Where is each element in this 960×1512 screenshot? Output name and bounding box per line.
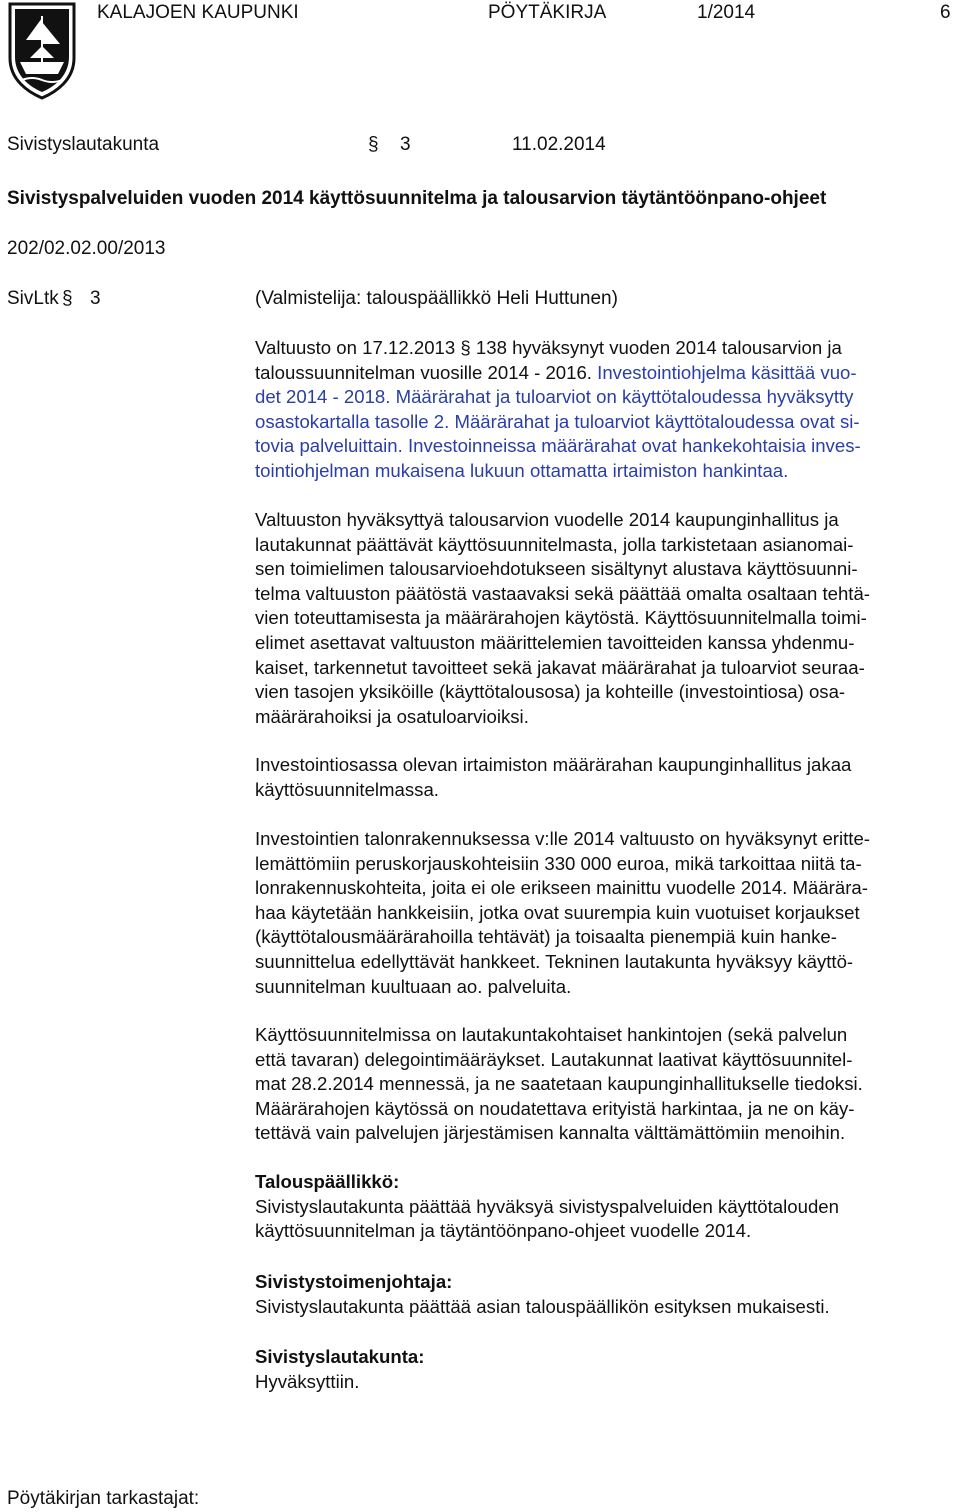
text-line: suunnitelman kuultuaan ao. palveluita. — [255, 975, 572, 997]
text-run: det 2014 - 2018. — [255, 386, 391, 408]
text-line: elimet asettavat valtuuston määrittelemien tavoitteiden kanssa yhdenmu- — [255, 631, 855, 653]
organization-name: KALAJOEN KAUPUNKI — [97, 2, 299, 23]
text-line: (käyttötalousmäärärahoilla tehtävät) ja toisaalta pienempiä kuin hanke- — [255, 926, 837, 948]
director-label: Sivistystoimenjohtaja: — [255, 1271, 453, 1292]
text-run: osastokartalla tasolle 2. — [255, 410, 450, 432]
previous-handling-label: SivLtk — [7, 288, 59, 309]
paragraph-building-construction — [255, 827, 955, 999]
text-run: Määrärahat ja tuloarviot käyttötaloudessa ovat si- — [449, 410, 860, 432]
record-number: 202/02.02.00/2013 — [7, 238, 166, 259]
director-proposal — [255, 1270, 955, 1319]
text-line: Sivistyslautakunta päättää hyväksyä sivistyspalveluiden käyttötalouden — [255, 1195, 839, 1217]
text-run: Valtuusto on 17.12.2013 — [255, 337, 456, 358]
paragraph-investment — [255, 753, 955, 802]
text-line: mat 28.2.2014 mennessä, ja ne saatetaan kaupunginhallitukselle tiedoksi. — [255, 1073, 863, 1095]
text-line: määrärahoiksi ja osatuloarvioiksi. — [255, 705, 529, 727]
paragraph-budget-approval — [255, 336, 955, 484]
text-line: telma valtuuston päätöstä vastaavaksi sekä päättää omalta osaltaan tehtä- — [255, 582, 871, 604]
text-line: Investointien talonrakennuksessa v:lle 2014 valtuusto on hyväksynyt eritte- — [255, 828, 870, 849]
finance-manager-proposal — [255, 1170, 955, 1244]
text-line: vien tasojen yksiköille (käyttötalousosa) ja kohteille (investointiosa) osa- — [255, 681, 846, 703]
text-line: Käyttösuunnitelmissa on lautakuntakohtaiset hankintojen (sekä palvelun — [255, 1024, 848, 1045]
text-line: lemättömiin peruskorjauskohteisiin 330 000 euroa, mikä tarkoittaa niitä ta- — [255, 852, 862, 874]
text-line: kaiset, tarkennetut tavoitteet sekä jakavat määrärahat ja tuloarviot seuraa- — [255, 656, 865, 678]
decision-label: Sivistyslautakunta: — [255, 1346, 425, 1367]
section-number: 3 — [400, 134, 411, 155]
text-line: lautakunnat päättävät käyttösuunnitelmasta, jolla tarkistetaan asianomai- — [255, 533, 854, 555]
meeting-date: 11.02.2014 — [512, 134, 606, 155]
text-line: vien toteuttamisesta ja määrärahojen käytöstä. Käyttösuunnitelmalla toimi- — [255, 607, 867, 629]
text-run: 138 hyväksynyt vuoden 2014 talousarvion ja — [475, 337, 842, 358]
page-number: 6 — [940, 2, 951, 23]
preparer-note: (Valmistelija: talouspäällikkö Heli Huttunen) — [255, 288, 618, 309]
meeting-body: Sivistyslautakunta — [7, 134, 160, 155]
text-line: sen toimielimen talousarvioehdotukseen sisältynyt alustava käyttösuunni- — [255, 558, 858, 580]
text-run: tovia palveluittain. — [255, 435, 403, 457]
previous-section-number: 3 — [90, 288, 101, 309]
text-run: Määrärahat ja tuloarviot on käyttötaloudessa hyväksytty — [390, 386, 854, 408]
section-symbol: § — [460, 337, 471, 358]
text-run: taloussuunnitelman vuosille 2014 - 2016. — [255, 361, 592, 383]
text-run: Investoinneissa määrärahat ovat hankekohtaisia inves- — [402, 435, 861, 457]
text-line: suunnittelua edellyttävät hankkeet. Tekninen lautakunta hyväksyy käyttö- — [255, 950, 854, 972]
city-coat-of-arms-logo — [4, 0, 80, 100]
text-line: lonrakennuskohteita, joita ei ole erikseen mainittu vuodelle 2014. Määrära- — [255, 877, 868, 899]
text-line: tointiohjelman mukaisena lukuun ottamatta irtaimiston hankintaa. — [255, 459, 789, 481]
item-title: Sivistyspalveluiden vuoden 2014 käyttösuunnitelma ja talousarvion täytäntöönpano-ohjeet — [7, 188, 827, 209]
text-line: haa käytetään hankkeisiin, jotka ovat suurempia kuin vuotuiset korjaukset — [255, 901, 860, 923]
proposal-label: Talouspäällikkö: — [255, 1171, 400, 1192]
issue-number: 1/2014 — [697, 2, 756, 23]
text-line: tettävä vain palvelujen järjestämisen kannalta välttämättömiin menoihin. — [255, 1122, 846, 1144]
text-line: Investointiosassa olevan irtaimiston määrärahan kaupunginhallitus jakaa — [255, 754, 852, 775]
paragraph-procurement — [255, 1023, 955, 1146]
section-symbol: § — [368, 134, 379, 155]
text-line: käyttösuunnitelman ja täytäntöönpano-ohjeet vuodelle 2014. — [255, 1220, 752, 1242]
previous-section-symbol: § — [62, 288, 73, 309]
text-line: Sivistyslautakunta päättää asian talouspäällikön esityksen mukaisesti. — [255, 1295, 830, 1317]
minutes-reviewers-label: Pöytäkirjan tarkastajat: — [7, 1488, 200, 1509]
document-type: PÖYTÄKIRJA — [488, 2, 607, 23]
decision-text: Hyväksyttiin. — [255, 1370, 360, 1392]
text-line: Valtuuston hyväksyttyä talousarvion vuodelle 2014 kaupunginhallitus ja — [255, 509, 839, 530]
text-line: Määrärahojen käytössä on noudatettava erityistä harkintaa, ja ne on käy- — [255, 1097, 855, 1119]
text-line: että tavaran) delegointimääräykset. Lautakunnat laativat käyttösuunnitel- — [255, 1048, 853, 1070]
paragraph-usage-plan — [255, 508, 955, 729]
text-run: Investointiohjelma käsittää vuo- — [591, 361, 857, 383]
board-decision — [255, 1345, 955, 1394]
text-line: käyttösuunnitelmassa. — [255, 778, 439, 800]
